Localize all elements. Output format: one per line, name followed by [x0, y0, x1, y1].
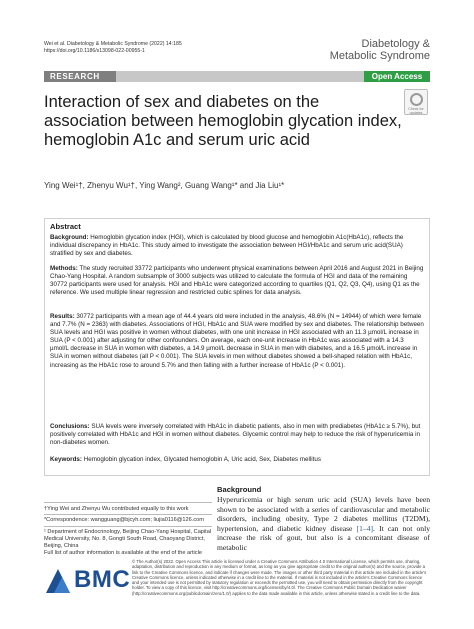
author-info-note: Full list of author information is available at the end of the article: [44, 550, 202, 556]
equal-contribution-note: †Ying Wei and Zhenyu Wu contributed equally to this work: [44, 506, 189, 512]
journal-name-line1: Diabetology &: [361, 38, 430, 50]
abstract-keywords: [50, 456, 424, 464]
check-updates-icon: [410, 93, 423, 106]
check-updates-label: Check for updates: [408, 107, 424, 115]
article-title: Interaction of sex and diabetes on the association between hemoglobin glycation index, hemoglobin A1c and serum uric acid: [44, 93, 402, 149]
background-text-part: Hyperuricemia or high serum uric acid (SUA) levels have been shown to be associated with a series of cardiovascular and metabolic disorders, including obesity, Type 2 diabetes mellitus (T2DM), hypertension, and diabetic kidney disease: [217, 495, 430, 533]
check-for-updates-button[interactable]: [404, 89, 428, 115]
abstract-methods: [50, 265, 424, 297]
background-text-part: . It can not only increase the risk of gout, but also is a concomitant disease of metabolic: [217, 523, 430, 552]
background-text: Hemoglobin glycation index (HGI), which is calculated by blood glucose and hemoglobin A1c(HbA1c), reflects the individual discrepancy in HbA1c. This study aimed to investigate the association between HGI/HbA1c and serum uric acid(SUA) stratified by sex and diabetes.: [50, 234, 404, 258]
background-heading: Background: [217, 485, 262, 494]
notes-divider: [44, 526, 212, 527]
article-type-bar: [44, 71, 430, 82]
methods-text: The study recruited 33772 participants who underwent physical examinations between April 2016 and August 2021 in Beijing Chao-Yang Hospital. A random subsample of 3000 subjects was utilized to calculate the formula of HGI and data of the remaining 30772 participants were used for analysis. HGI and HbA1c were categorized according to quartiles (Q1, Q2, Q3, Q4), using Q1 as the reference. We used multiple linear regression and restricted cubic splines for data analysis.: [50, 265, 424, 297]
license-footer: [44, 559, 430, 615]
citation-line: Wei et al. Diabetology & Metabolic Syndrome (2022) 14:185: [44, 41, 182, 47]
keywords-label: Keywords:: [50, 456, 82, 463]
background-paragraph: [217, 495, 430, 552]
journal-name-line2: Metabolic Syndrome: [329, 50, 430, 62]
notes-divider: [44, 514, 212, 515]
bmc-logo-text: BMC: [74, 566, 131, 593]
doi-link[interactable]: https://doi.org/10.1186/s13098-022-00955-1: [44, 48, 145, 54]
abstract-results: [50, 313, 424, 370]
correspondence-note[interactable]: *Correspondence: wangguang@bjcyh.com; liujia0116@126.com: [44, 517, 204, 523]
background-label: Background:: [50, 234, 89, 241]
abstract-conclusions: [50, 423, 424, 447]
research-label: RESEARCH: [44, 71, 116, 82]
author-list: Ying Wei¹†, Zhenyu Wu¹†, Ying Wang², Guang Wang¹* and Jia Liu¹*: [44, 181, 285, 190]
license-text: © The Author(s) 2022. Open Access This article is licensed under a Creative Commons Attribution 4.0 International License, which permits use, sharing, adaptation, distribution and reproduction in any medium or format, as long as you give appropriate credit to the original author(s) and the source, provide a link to the Creative Commons licence, and indicate if changes were made. The images or other third party material in this article are included in the article's Creative Commons licence, unless indicated otherwise in a credit line to the material. If material is not included in the article's Creative Commons licence and your intended use is not permitted by statutory regulation or exceeds the permitted use, you will need to obtain permission directly from the copyright holder. To view a copy of this licence, visit http://creativecommons.org/licenses/by/4.0/. The Creative Commons Public Domain Dedication waiver (http://creativecommons.org/publicdomain/zero/1.0/) applies to the data made available in this article, unless otherwise stated in a credit line to the data.: [132, 559, 427, 596]
notes-divider: [44, 502, 212, 503]
conclusions-label: Conclusions:: [50, 423, 90, 430]
abstract-background: [50, 234, 424, 258]
open-access-badge: Open Access: [364, 71, 430, 82]
methods-label: Methods:: [50, 265, 78, 272]
abstract-heading: Abstract: [50, 222, 81, 231]
conclusions-text: SUA levels were inversely correlated with HbA1c in diabetic patients, also in men with prediabetes (HbA1c ≥ 5.7%), but positively correlated with HbA1c and HGI in women without diabetes. Glycemic control may help to reduce the risk of hyperuricemia in non-diabetes women.: [50, 423, 421, 447]
results-text: 30772 participants with a mean age of 44.4 years old were included in the analysis, 48.6% (N = 14944) of which were female and 7.7% (N = 2363) with diabetes. Associations of HGI, HbA1c and SUA were modified by sex and diabetes. The relationship between SUA levels and HGI was positive in women without diabetes, with one unit increase in HGI associated with an 11.3 µmol/L increase in SUA (P < 0.001) after adjusting for other confounders. On average, each one-unit increase in HbA1c was associated with a 14.3 µmol/L decrease in SUA in women with diabetes, a 14.9 µmol/L decrease in SUA in men with diabetes, and a 16.5 µmol/L increase in SUA in women without diabetes (all P < 0.001). The SUA levels in men without diabetes showed a bell-shaped relation with HbA1c, increasing as the HbA1c rose to around 5.7% and then falling with a further increase of HbA1c (P < 0.001).: [50, 313, 424, 369]
keywords-text: Hemoglobin glycation index, Glycated hemoglobin A, Uric acid, Sex, Diabetes mellitus: [83, 456, 321, 463]
affiliation-note: ¹ Department of Endocrinology, Beijing Chao-Yang Hospital, Capital Medical University, No. 8, Gongti South Road, Chaoyang District, Beijing, China: [44, 529, 212, 549]
reference-link[interactable]: [1–4]: [356, 523, 374, 533]
results-label: Results:: [50, 313, 75, 320]
